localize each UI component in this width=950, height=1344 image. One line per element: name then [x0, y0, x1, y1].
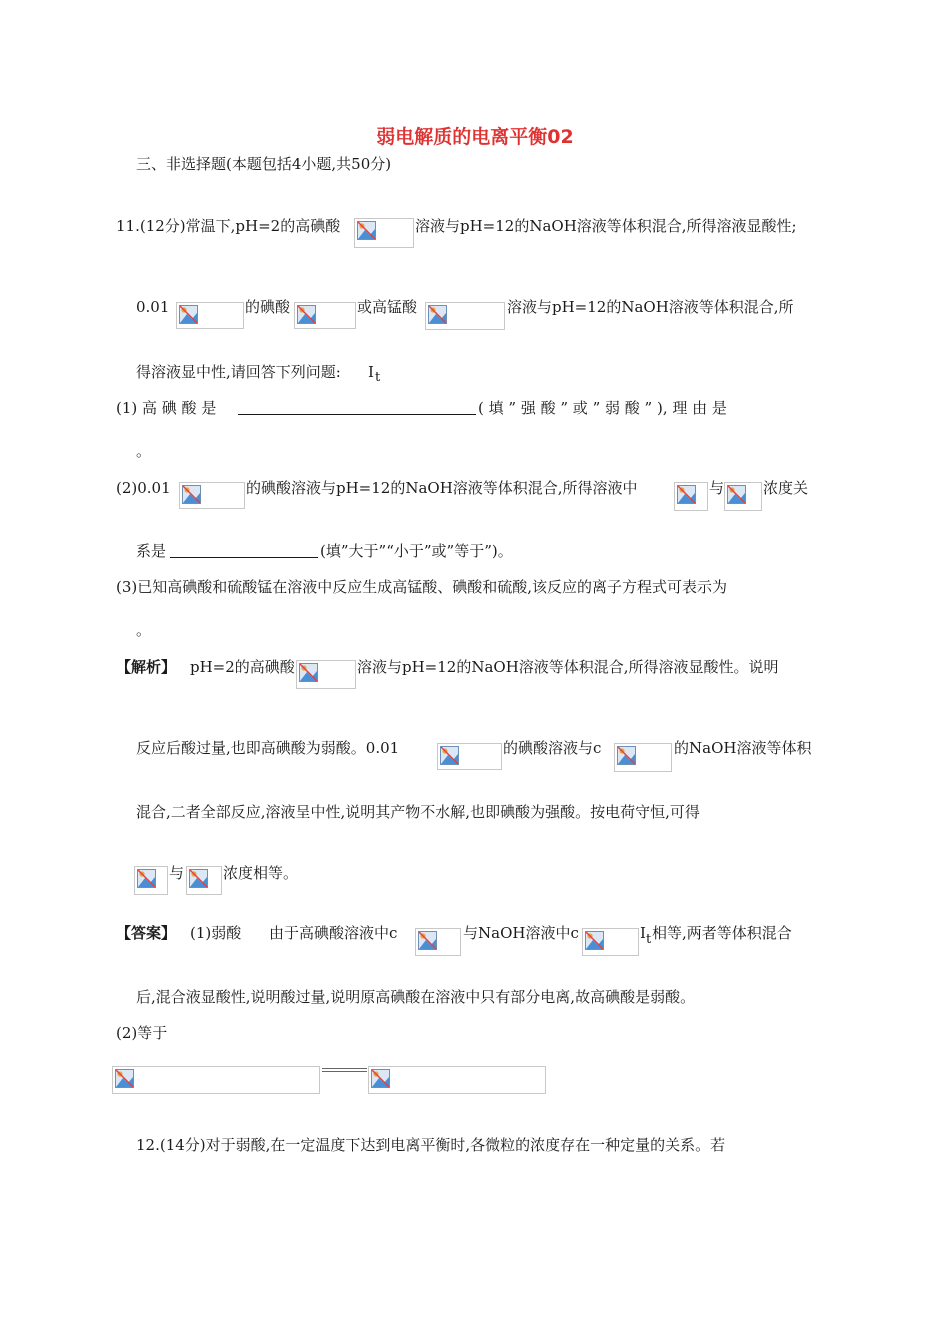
analysis-line1-a: pH=2的高碘酸 — [190, 658, 295, 676]
equation-image-right — [368, 1066, 546, 1094]
image-placeholder — [582, 928, 639, 956]
broken-image-icon — [179, 305, 198, 324]
broken-image-icon — [428, 305, 447, 324]
analysis-line3: 混合,二者全部反应,溶液呈中性,说明其产物不水解,也即碘酸为强酸。按电荷守恒,可得 — [136, 803, 700, 821]
broken-image-icon — [585, 931, 604, 950]
image-placeholder — [294, 302, 356, 329]
q11-part3-end: 。 — [136, 621, 152, 639]
image-placeholder — [354, 218, 414, 248]
q11-line2-d: 溶液与pH=12的NaOH溶液等体积混合,所 — [507, 298, 794, 316]
answer-line1-mark: I — [640, 924, 646, 942]
q11-part2-a: (2)0.01 — [116, 479, 171, 497]
q11-part1-b: ( 填 ” 强 酸 ” 或 ” 弱 酸 ” ), 理 由 是 — [478, 399, 727, 417]
broken-image-icon — [189, 869, 208, 888]
image-placeholder — [176, 302, 244, 329]
answer-line1-c: 与NaOH溶液中c — [463, 924, 579, 942]
broken-image-icon — [617, 746, 636, 765]
broken-image-icon — [440, 746, 459, 765]
image-placeholder — [134, 866, 168, 895]
page-title: 弱电解质的电离平衡02 — [376, 126, 574, 148]
answer-line1-a: (1)弱酸 — [190, 924, 242, 942]
image-placeholder — [674, 482, 708, 511]
answer-line3: (2)等于 — [116, 1024, 168, 1042]
broken-image-icon — [182, 485, 201, 504]
image-placeholder — [437, 743, 502, 770]
q11-line1-a: 11.(12分)常温下,pH=2的高碘酸 — [116, 217, 341, 235]
image-placeholder — [614, 743, 672, 772]
q11-part1-a: (1) 高 碘 酸 是 — [116, 399, 217, 417]
q11-part2-b: 的碘酸溶液与pH=12的NaOH溶液等体积混合,所得溶液中 — [246, 479, 638, 497]
q11-line3-mark: I — [368, 363, 374, 381]
q11-line2-b: 的碘酸 — [245, 298, 291, 316]
image-placeholder — [724, 482, 762, 511]
q11-part2-line2-b: (填”大于”“小于”或”等于”)。 — [320, 542, 513, 560]
broken-image-icon — [677, 485, 696, 504]
analysis-line2-a: 反应后酸过量,也即高碘酸为弱酸。0.01 — [136, 739, 400, 757]
analysis-line4-b: 浓度相等。 — [223, 864, 299, 882]
analysis-line1-b: 溶液与pH=12的NaOH溶液等体积混合,所得溶液显酸性。说明 — [357, 658, 779, 676]
q11-line3: 得溶液显中性,请回答下列问题: — [136, 363, 341, 381]
image-placeholder — [425, 302, 505, 330]
q11-part2-c: 与 — [709, 479, 725, 497]
equation-arrow — [322, 1068, 367, 1072]
analysis-line4-a: 与 — [169, 864, 185, 882]
image-placeholder — [186, 866, 222, 895]
analysis-line2-b: 的碘酸溶液与c — [503, 739, 602, 757]
broken-image-icon — [357, 221, 376, 240]
broken-image-icon — [371, 1069, 390, 1088]
image-placeholder — [415, 928, 461, 956]
broken-image-icon — [299, 663, 318, 682]
analysis-label: 【解析】 — [116, 658, 177, 676]
q11-line2-c: 或高锰酸 — [357, 298, 418, 316]
equation-image-left — [112, 1066, 320, 1094]
answer-line1-d: 相等,两者等体积混合 — [652, 924, 792, 942]
answer-line2: 后,混合液显酸性,说明酸过量,说明原高碘酸在溶液中只有部分电离,故高碘酸是弱酸。 — [136, 988, 696, 1006]
image-placeholder — [179, 482, 245, 509]
q11-line1-b: 溶液与pH=12的NaOH溶液等体积混合,所得溶液显酸性; — [415, 217, 797, 235]
broken-image-icon — [418, 931, 437, 950]
q11-part3: (3)已知高碘酸和硫酸锰在溶液中反应生成高锰酸、碘酸和硫酸,该反应的离子方程式可表示为 — [116, 578, 728, 596]
answer-line1-mark-sub: t — [646, 932, 652, 947]
q12-line1: 12.(14分)对于弱酸,在一定温度下达到电离平衡时,各微粒的浓度存在一种定量的关系。若 — [136, 1136, 726, 1154]
q11-part2-line2-a: 系是 — [136, 542, 167, 560]
broken-image-icon — [115, 1069, 134, 1088]
image-placeholder — [296, 660, 356, 689]
broken-image-icon — [297, 305, 316, 324]
answer-blank-2 — [170, 557, 318, 558]
analysis-line2-c: 的NaOH溶液等体积 — [674, 739, 812, 757]
q11-part1-end: 。 — [136, 442, 152, 460]
q11-line3-mark-sub: t — [375, 370, 381, 385]
answer-blank-1 — [238, 414, 476, 415]
broken-image-icon — [727, 485, 746, 504]
q11-line2-a: 0.01 — [136, 298, 170, 316]
section-heading: 三、非选择题(本题包括4小题,共50分) — [136, 155, 392, 173]
answer-label: 【答案】 — [116, 924, 177, 942]
answer-line1-b: 由于高碘酸溶液中c — [269, 924, 398, 942]
q11-part2-d: 浓度关 — [763, 479, 809, 497]
broken-image-icon — [137, 869, 156, 888]
